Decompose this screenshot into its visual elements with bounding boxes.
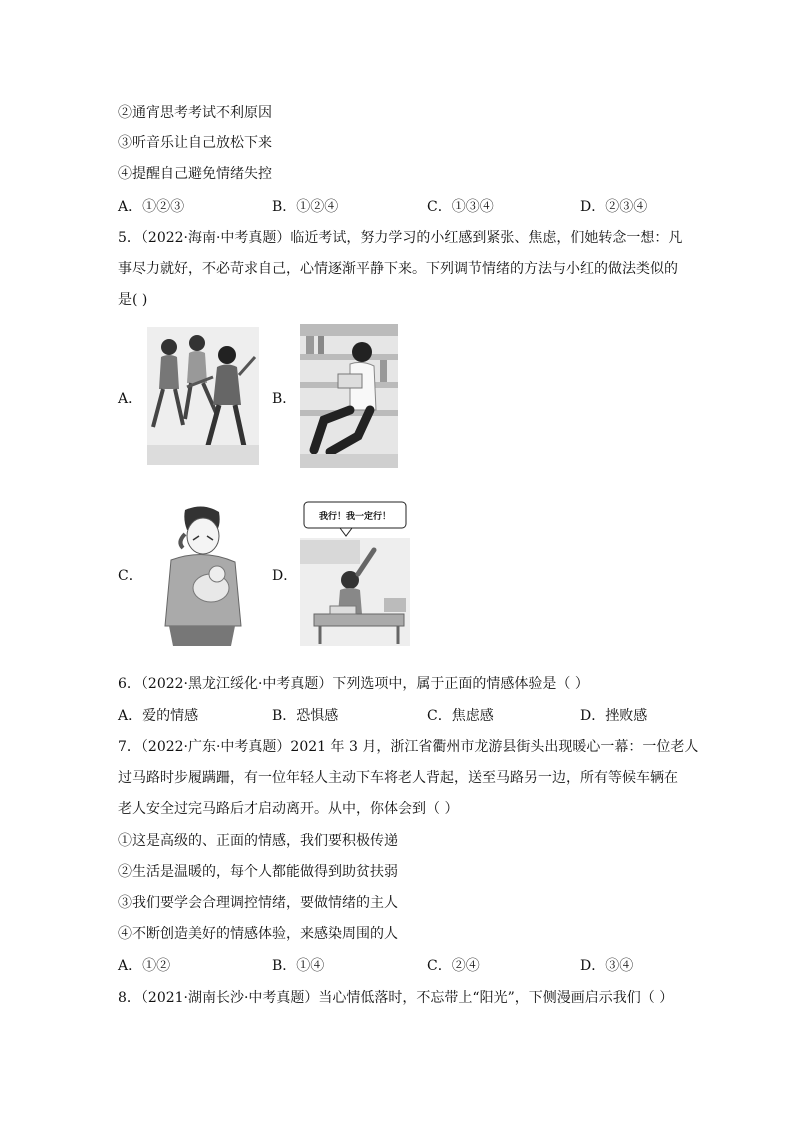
q4-item-2: ②通宵思考考试不利原因: [118, 105, 272, 121]
crying-woman-illustration: [147, 500, 257, 648]
q5-stem-line-1: 5．（2022·海南·中考真题）临近考试，努力学习的小红感到紧张、焦虑，们她转念一想：凡: [118, 230, 683, 246]
dancing-girls-illustration: [147, 327, 259, 465]
q4-option-d[interactable]: D．②③④: [580, 199, 648, 215]
q4-option-b[interactable]: B．①②④: [272, 199, 339, 215]
q7-item-2: ②生活是温暖的，每个人都能做得到助贫扶弱: [118, 864, 398, 880]
girl-reading-image[interactable]: [300, 324, 398, 468]
q8-stem: 8．（2021·湖南长沙·中考真题）当心情低落时，不忘带上“阳光”，下侧漫画启示我们（ ）: [118, 990, 674, 1006]
confident-student-image[interactable]: [300, 498, 410, 646]
q5-stem-line-2: 事尽力就好，不必苛求自己，心情逐渐平静下来。下列调节情绪的方法与小红的做法类似的: [118, 261, 678, 277]
crying-woman-image[interactable]: [147, 500, 257, 648]
q7-item-1: ①这是高级的、正面的情感，我们要积极传递: [118, 833, 398, 849]
girl-reading-illustration: [300, 324, 398, 468]
q7-item-4: ④不断创造美好的情感体验，来感染周围的人: [118, 926, 398, 942]
q7-stem-line-1: 7．（2022·广东·中考真题）2021 年 3 月，浙江省衢州市龙游县街头出现暖心一幕：一位老人: [118, 739, 699, 755]
q7-option-d[interactable]: D．③④: [580, 958, 634, 974]
q7-stem-line-3: 老人安全过完马路后才启动离开。从中，你体会到（ ）: [118, 801, 459, 817]
q7-option-b[interactable]: B．①④: [272, 958, 325, 974]
q6-option-a[interactable]: A．爱的情感: [118, 708, 199, 724]
q7-stem-line-2: 过马路时步履蹒跚，有一位年轻人主动下车将老人背起，送至马路另一边，所有等候车辆在: [118, 770, 678, 786]
q4-option-c[interactable]: C．①③④: [427, 199, 494, 215]
q5-label-a[interactable]: A．: [118, 391, 143, 407]
dancing-girls-image[interactable]: [147, 327, 259, 465]
q7-option-a[interactable]: A．①②: [118, 958, 171, 974]
q6-option-c[interactable]: C．焦虑感: [427, 708, 494, 724]
q5-label-d[interactable]: D．: [272, 568, 298, 584]
q6-option-d[interactable]: D．挫败感: [580, 708, 648, 724]
q6-option-b[interactable]: B．恐惧感: [272, 708, 339, 724]
q6-stem: 6．（2022·黑龙江绥化·中考真题）下列选项中，属于正面的情感体验是（ ）: [118, 676, 589, 692]
confident-student-illustration: [300, 498, 410, 646]
speech-bubble-text: 我行！我一定行！: [318, 512, 392, 522]
q5-label-c[interactable]: C．: [118, 568, 143, 584]
q7-option-c[interactable]: C．②④: [427, 958, 480, 974]
q4-option-a[interactable]: A．①②③: [118, 199, 185, 215]
q5-stem-line-3: 是( ): [118, 292, 148, 308]
q7-item-3: ③我们要学会合理调控情绪，要做情绪的主人: [118, 895, 398, 911]
q4-item-3: ③听音乐让自己放松下来: [118, 135, 272, 151]
q5-label-b[interactable]: B．: [272, 391, 297, 407]
q4-item-4: ④提醒自己避免情绪失控: [118, 166, 272, 182]
